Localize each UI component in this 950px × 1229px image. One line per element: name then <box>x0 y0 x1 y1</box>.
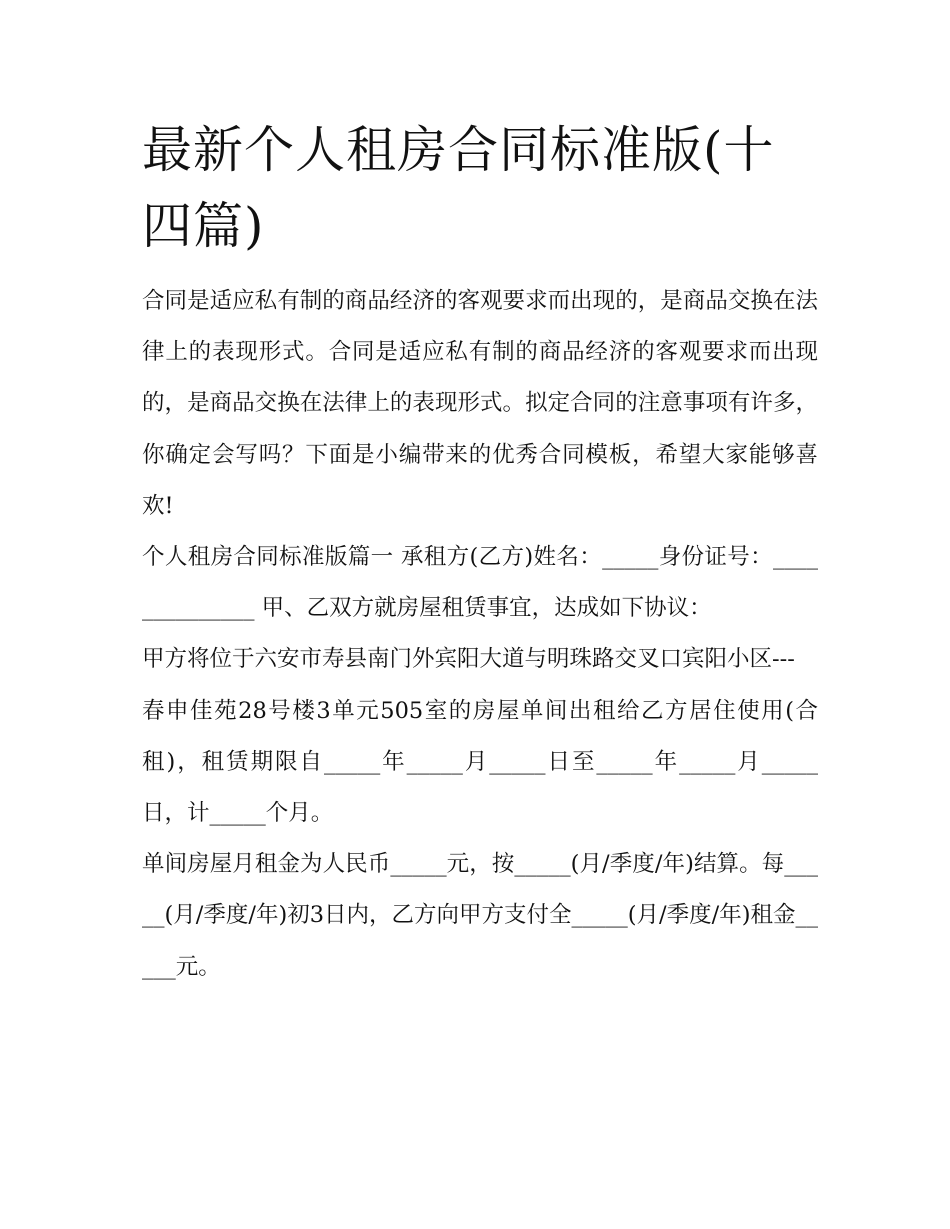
intro-paragraph: 合同是适应私有制的商品经济的客观要求而出现的，是商品交换在法律上的表现形式。合同是适应私有制的商品经济的客观要求而出现的，是商品交换在法律上的表现形式。拟定合同的注意事项有许多，你确定会写吗？下面是小编带来的优秀合同模板，希望大家能够喜欢! <box>142 288 818 519</box>
document-body <box>142 276 818 993</box>
document-title: 最新个人租房合同标准版(十四篇) <box>142 121 775 255</box>
property-location-paragraph: 甲方将位于六安市寿县南门外宾阳大道与明珠路交叉口宾阳小区--- <box>142 646 795 673</box>
contract-party-paragraph: 个人租房合同标准版篇一 承租方(乙方)姓名：_____身份证号：______________ 甲、乙双方就房屋租赁事宜，达成如下协议： <box>142 544 818 622</box>
lease-term-paragraph: 春申佳苑28号楼3单元505室的房屋单间出租给乙方居住使用(合租)，租赁期限自_____年_____月_____日至_____年_____月_____日，计_____个月。 <box>142 697 818 827</box>
rent-payment-paragraph: 单间房屋月租金为人民币_____元，按_____(月/季度/年)结算。每_____(月/季度/年)初3日内，乙方向甲方支付全_____(月/季度/年)租金_____元。 <box>142 851 819 980</box>
